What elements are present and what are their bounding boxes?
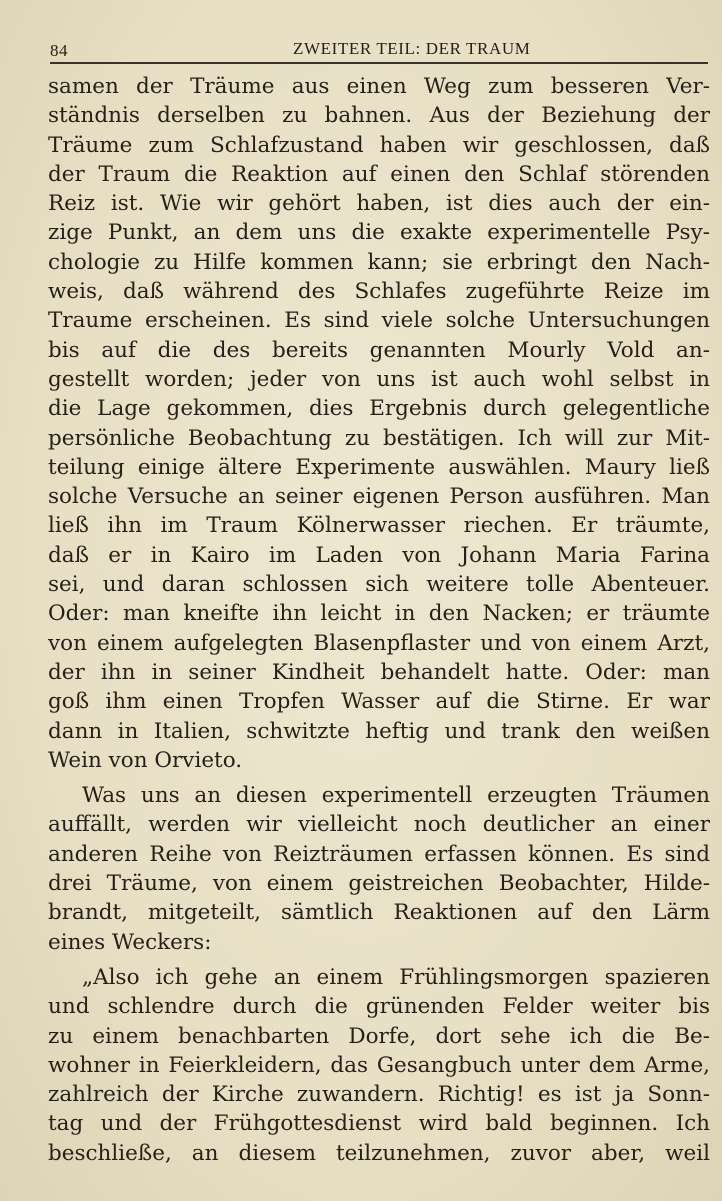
paragraph xyxy=(48,781,710,957)
text-line: zahlreich der Kirche zuwandern. Richtig! es ist ja Sonn- xyxy=(48,1082,710,1108)
text-line: wohner in Feierkleidern, das Gesangbuch unter dem Arme, xyxy=(48,1052,710,1078)
text-line: die Lage gekommen, dies Ergebnis durch gelegentliche xyxy=(48,396,710,422)
quoted-paragraph xyxy=(48,963,710,1168)
paragraph xyxy=(48,72,710,775)
text-line: und schlendre durch die grünenden Felder weiter bis xyxy=(48,994,710,1020)
text-line: der ihn in seiner Kindheit behandelt hatte. Oder: man xyxy=(48,659,710,685)
text-line: Reiz ist. Wie wir gehört haben, ist dies auch der ein- xyxy=(48,191,710,217)
text-line: daß er in Kairo im Laden von Johann Maria Farina xyxy=(48,542,710,568)
text-line: sei, und daran schlossen sich weitere tolle Abenteuer. xyxy=(48,572,710,598)
text-line: drei Träume, von einem geistreichen Beobachter, Hilde- xyxy=(48,871,710,897)
text-line: beschließe, an diesem teilzunehmen, zuvor aber, weil xyxy=(48,1140,710,1166)
text-line: samen der Träume aus einen Weg zum besseren Ver- xyxy=(48,74,710,99)
text-line: dann in Italien, schwitzte heftig und trank den weißen xyxy=(48,718,710,744)
text-line: solche Versuche an seiner eigenen Person ausführen. Man xyxy=(48,484,710,510)
text-line: eines Weckers: xyxy=(48,929,212,955)
text-line: von einem aufgelegten Blasenpflaster und von einem Arzt, xyxy=(48,630,710,656)
text-line: tag und der Frühgottesdienst wird bald beginnen. Ich xyxy=(48,1111,710,1137)
text-line: bis auf die des bereits genannten Mourly Vold an- xyxy=(48,337,710,363)
text-line: auffällt, werden wir vielleicht noch deutlicher an einer xyxy=(48,812,710,838)
text-line: zige Punkt, an dem uns die exakte experimentelle Psy- xyxy=(48,220,710,246)
text-line: persönliche Beobachtung zu bestätigen. Ich will zur Mit- xyxy=(48,425,710,451)
text-line: Oder: man kneifte ihn leicht in den Nacken; er träumte xyxy=(48,601,710,627)
body-text xyxy=(48,72,710,1168)
text-line: „Also ich gehe an einem Frühlingsmorgen spazieren xyxy=(82,964,710,990)
text-line: ständnis derselben zu bahnen. Aus der Beziehung der xyxy=(48,103,710,129)
text-line: Wein von Orvieto. xyxy=(48,747,243,773)
text-line: goß ihm einen Tropfen Wasser auf die Stirne. Er war xyxy=(48,689,710,715)
text-line: anderen Reihe von Reizträumen erfassen können. Es sind xyxy=(48,841,710,867)
text-line: teilung einige ältere Experimente auswählen. Maury ließ xyxy=(48,454,710,480)
page-header xyxy=(50,36,708,64)
text-line: brandt, mitgeteilt, sämtlich Reaktionen auf den Lärm xyxy=(48,900,710,926)
text-line: Was uns an diesen experimentell erzeugten Träumen xyxy=(82,783,710,809)
text-line: Traume erscheinen. Es sind viele solche Untersuchungen xyxy=(48,308,710,334)
text-line: ließ ihn im Traum Kölnerwasser riechen. Er träumte, xyxy=(48,513,710,539)
text-line: zu einem benachbarten Dorfe, dort sehe ich die Be- xyxy=(48,1023,710,1049)
text-line: weis, daß während des Schlafes zugeführte Reize im xyxy=(48,279,710,305)
text-line: Träume zum Schlafzustand haben wir geschlossen, daß xyxy=(48,132,710,158)
page-number: 84 xyxy=(50,41,68,60)
text-line: der Traum die Reaktion auf einen den Schlaf störenden xyxy=(48,161,710,187)
text-line: chologie zu Hilfe kommen kann; sie erbringt den Nach- xyxy=(48,249,710,275)
text-line: gestellt worden; jeder von uns ist auch wohl selbst in xyxy=(48,366,710,392)
running-head: ZWEITER TEIL: DER TRAUM xyxy=(293,39,531,58)
